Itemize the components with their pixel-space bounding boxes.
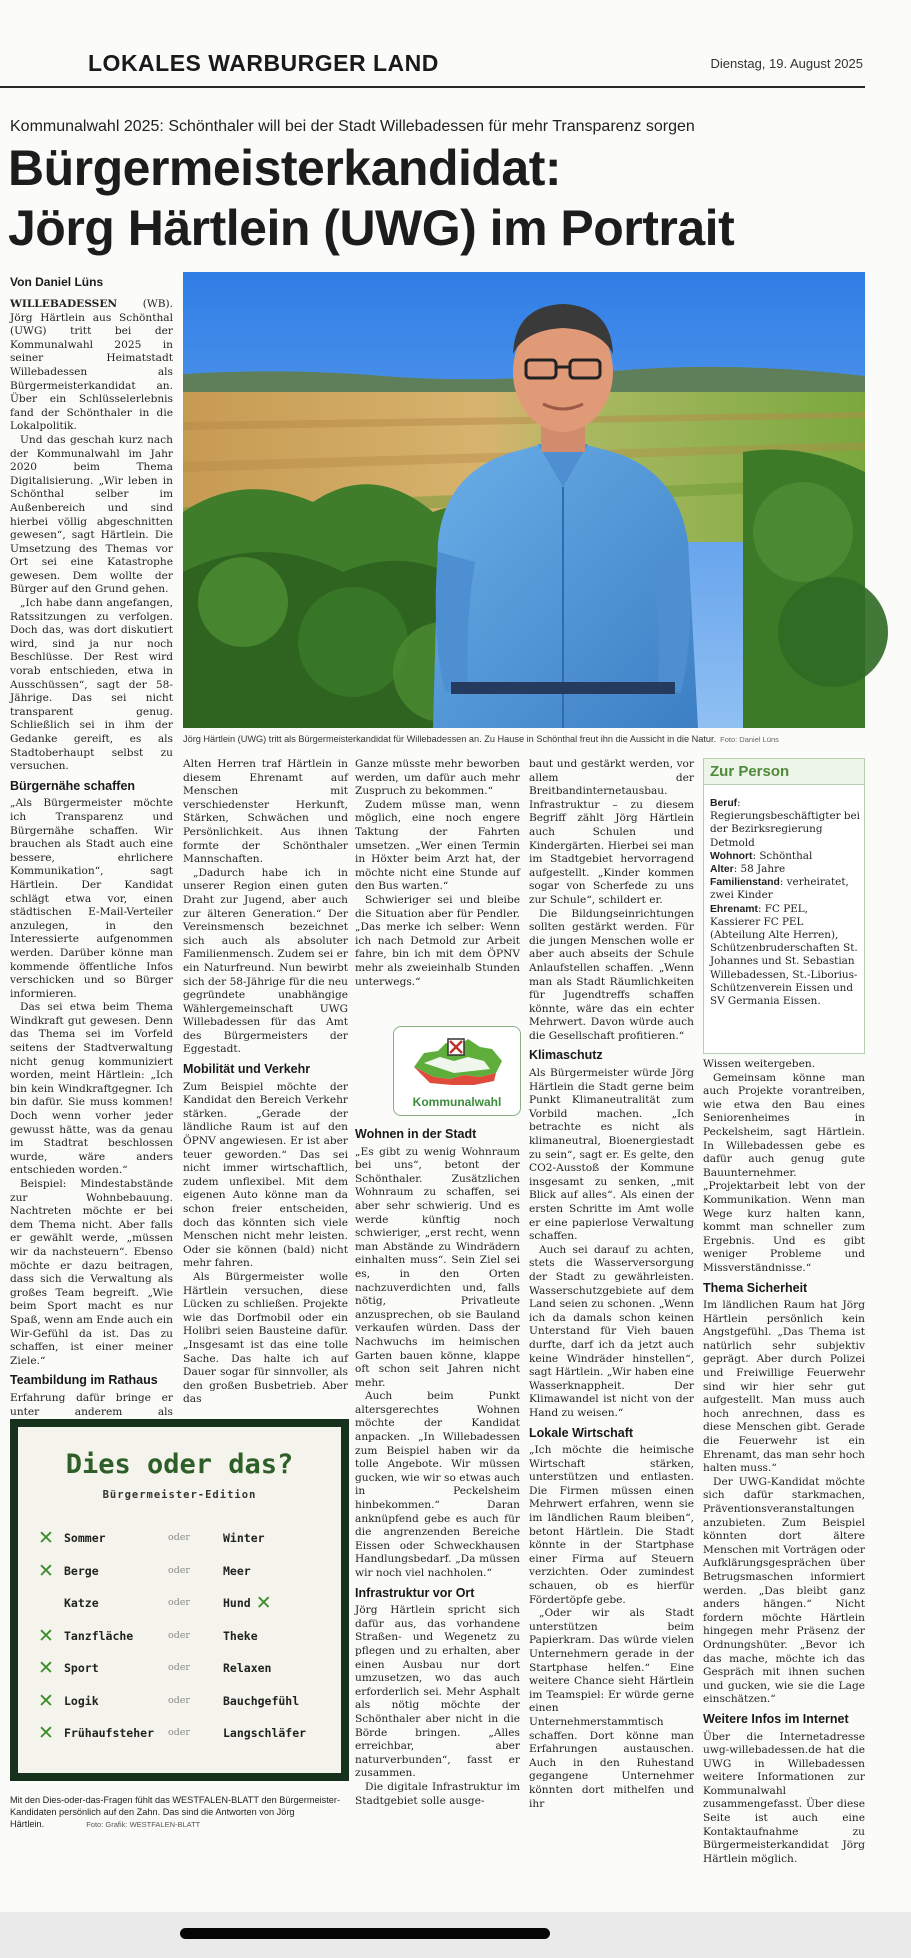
cross-mark-icon: ✕ — [255, 1592, 272, 1614]
subheading: Wohnen in der Stadt — [355, 1127, 477, 1141]
paragraph: Wissen weitergeben. — [703, 1058, 816, 1070]
label: Alter — [710, 864, 734, 876]
cross-mark-icon: ✕ — [38, 1624, 54, 1647]
dies-oder-das-panel — [18, 1427, 341, 1773]
person-box-title: Zur Person — [704, 759, 864, 785]
dod-left-label: Berge — [64, 1563, 99, 1578]
subheading: Thema Sicherheit — [703, 1280, 808, 1295]
photo-credit: Foto: Daniel Lüns — [720, 735, 779, 744]
paragraph: Die digitale Infrastruktur im Stadtgebiet solle ausge- — [355, 1780, 520, 1807]
paragraph: „Oder wir als Stadt unterstützen beim Papierkram. Das würde vielen Unternehmern gerade in der Startphase helfen.“ Eine weitere Chance sieht Härtlein im Teamspiel: Er würde gerne einen Unternehmerstammtisch schaffen. Dort könne man Erfahrungen austauschen. Auch in den Ruhestand gegangene Unternehmer könnten dort mithelfen und ihr — [529, 1607, 694, 1810]
paragraph: Über die Internetadresse uwg-willebadessen.de hat die UWG in Willebadessen weitere Informationen zur Kommunalwahl zusammengefasst. Über diese Seite ist auch eine Kontaktaufnahme zu Bürgermeisterkandidat Jörg Härtlein möglich. — [703, 1730, 865, 1865]
paragraph: „Ich habe dann angefangen, Ratssitzungen zu verfolgen. Doch das, was dort diskutiert wird, sind ja nur noch Beschlüsse. Der Rest wird vorab entschieden, etwa in Ausschüssen“, sagt der 58-Jährige. Das sei nicht transparent genug. Schließlich sei in ihm der Gedanke gereift, es als Stadtoberhaupt selbst zu versuchen. — [10, 597, 173, 773]
header-rule — [0, 86, 865, 88]
person-alter — [710, 863, 860, 876]
dod-right-label: Bauchgefühl — [223, 1693, 300, 1708]
dod-right-label: Theke — [223, 1628, 258, 1643]
dod-right-label: Langschläfer — [223, 1726, 307, 1740]
dod-row — [18, 1527, 341, 1551]
subheading: Klimaschutz — [529, 1048, 603, 1063]
label: Familienstand — [710, 877, 780, 889]
cross-mark-icon: ✕ — [38, 1527, 54, 1549]
paragraph: Jörg Härtlein spricht sich dafür aus, das vorhandene Straßen- und Wegenetz zu pflegen und zu erhalten, aber einen Ausbau nur dort umzusetzen, wo das auch erforderlich sei. Mehr Asphalt als nötig möchte der Schönthaler aber nicht in die Börde bringen. „Alles erreichbar, aber naturverbunden“, fasst er zusammen. — [355, 1604, 520, 1780]
paragraph: baut und gestärkt werden, vor allem der Breitbandinternetausbau. Infrastruktur – zu diesem Begriff zählt Jörg Härtlein auch Schulen und Kindergärten. Hierbei sei man im Stadtgebiet hervorragend aufgestellt. „Kinder kommen sogar von Scherfede zu uns zur Schule“, schildert er. — [529, 758, 694, 906]
photo-caption-text: Jörg Härtlein (UWG) tritt als Bürgermeisterkandidat für Willebadessen an. Zu Hause in Schönthal freut ihn die Aussicht in die Natur. — [183, 734, 717, 744]
dod-left-label: Sport — [64, 1661, 99, 1675]
dod-left-label: Katze — [64, 1596, 99, 1610]
paragraph: Das sei etwa beim Thema Windkraft gut gewesen. Denn das Thema sei im Vorfeld seitens der Stadtverwaltung nicht genug kommuniziert worden, meint Härtlein: „Ich bin kein Windkraftgegner. Ich bin dafür. Sie muss kommen! Doch wenn vorher jeder gewusst hätte, was da genau im Stadtrat beschlossen wurde, wäre anders entschieden worden.“ — [10, 1001, 173, 1177]
subheading: Lokale Wirtschaft — [529, 1425, 634, 1440]
dod-left-label: Sommer — [64, 1531, 106, 1545]
dod-subtitle: Bürgermeister-Edition — [102, 1489, 257, 1501]
paragraph: Zudem müsse man, wenn möglich, eine noch engere Taktung der Fahrten umsetzen. „Wer einen Termin in Höxter beim Arzt hat, der möchte nicht eine Stunde auf den Bus warten.“ — [355, 798, 520, 893]
subheading: Bürgernähe schaffen — [10, 778, 136, 793]
label: Ehrenamt — [710, 903, 758, 915]
person-info-box — [703, 758, 865, 1054]
paragraph: Als Bürgermeister wolle Härtlein versuchen, diese Lücken zu schließen. Projekte wie das Dorfmobil oder ein Holibri seien Bausteine dafür. „Insgesamt ist das eine tolle Sache. Das halte ich auf Dauer sogar für sinnvoller, als den großen Busbetrieb. Aber das — [183, 1270, 348, 1406]
dod-row — [18, 1657, 341, 1681]
subheading: Infrastruktur vor Ort — [355, 1585, 475, 1600]
paragraph: Alten Herren traf Härtlein in diesem Ehrenamt auf Menschen mit verschiedenster Herkunft, Stärken, Schwächen und Persönlichkeit. Aus ihnen formte der Schönthaler Mannschaften. — [183, 758, 348, 866]
value: : 58 Jahre — [733, 863, 786, 876]
paragraph: Auch sei darauf zu achten, stets die Wasserversorgung der Stadt zu gewährleisten. Wasserschutzgebiete auf dem Land seien zu schonen. „Wenn ich da damals schon keinen Unterstand für Vieh bauen durfte, darf ich da jetzt auch keine Windräder hinstellen“, sagt Härtlein. „Wir haben eine Wasserknappheit. Der Klimawandel ist nicht von der Hand zu weisen.“ — [529, 1243, 694, 1419]
value: : Schönthal — [752, 849, 813, 862]
paragraph: Schwieriger sei und bleibe die Situation aber für Pendler. „Das merke ich selber: Wenn ich nach Detmold zur Arbeit fahre, bin ich mit dem ÖPNV mehr als zweieinhalb Stunden unterwegs.“ — [355, 893, 520, 988]
paragraph: Und das geschah kurz nach der Kommunalwahl im Jahr 2020 beim Thema Digitalisierung. „Wir leben in Schönthal selber im Außenbereich und sind hierbei völlig abgeschnitten gewesen“, sagt Härtlein. Die Umsetzung des Themas vor Ort sei eine Katastrophe gewesen. Dem wollte der Bürger auf den Grund gehen. — [10, 433, 173, 596]
dod-title: Dies oder das? — [65, 1449, 294, 1480]
person-beruf — [710, 797, 860, 850]
dod-oder-label: oder — [168, 1694, 190, 1706]
paragraph: Im ländlichen Raum hat Jörg Härtlein persönlich kein Angstgefühl. „Das Thema ist natürlich sehr subjektiv geprägt. Aber durch Polizei und Freiwillige Feuerwehr sind wir hier sehr gut aufgestellt. Man muss auch hoch anrechnen, dass es diese Menschen gibt. Gerade die Feuerwehr ist ein Ehrenamt, das man sehr hoch halten muss.“ — [703, 1299, 865, 1475]
article-headline — [8, 138, 734, 258]
dod-oder-label: oder — [168, 1662, 190, 1673]
person-wohnort — [710, 850, 860, 863]
value: : FC PEL, Kassierer FC PEL (Abteilung Alte Herren), Schützenbruderschaften St. Johannes und St. Sebastian Willebadessen, St.-Liborius-Schützenverein Eissen und SV Germania Eissen. — [710, 902, 858, 1008]
graphic-credit: Foto: Grafik: WESTFALEN-BLATT — [86, 1820, 201, 1829]
paragraph: Als Bürgermeister würde Jörg Härtlein die Stadt gerne beim Punkt Klimaneutralität zum Vorbild machen. „Ich betrachte es nicht als klimaneutral, Bioenergiestadt zu sein“, sagt er. Es gelte, den CO2-Ausstoß der Kommune insgesamt zu senken, „mit Blick auf alles“. Als einen der ersten Schritte im Amt wolle er eine papierlose Verwaltung schaffen. — [529, 1067, 694, 1243]
paragraph: „Dadurch habe ich in unserer Region einen guten Draht zur Jugend, aber auch zur älteren Generation.“ Der Vereinsmensch bezeichnet sich auch als absoluter Familienmensch. Zudem sei er ein Naturfreund. Nun bewirbt sich der 58-Jährige für die neu gegründete unabhängige Wählergemeinschaft UWG Willebadessen für das Amt des Bürgermeisters der Eggestadt. — [183, 866, 348, 1056]
label: Beruf — [710, 798, 738, 809]
paragraph: „Ich möchte die heimische Wirtschaft stärken, unterstützen und entlasten. Die Firmen müssen einen Mehrwert erfahren, wenn sie im ländlichen Raum bleiben“, betont Härtlein. Die Stadt könnte in der Startphase einer Firma auf Steuern verzichten. Oder zumindest schauen, ob es hierfür Fördertöpfe gebe. — [529, 1444, 694, 1606]
dod-row — [18, 1592, 341, 1616]
graphic-caption — [10, 1794, 349, 1831]
article-column-3-bottom — [355, 1122, 520, 1807]
person-familienstand — [710, 876, 860, 902]
headline-line-2: Jörg Härtlein (UWG) im Portrait — [8, 200, 735, 256]
paragraph: Ganze müsste mehr beworben werden, um dafür auch mehr Zuspruch zu bekommen.“ — [355, 758, 520, 798]
dod-row — [18, 1560, 341, 1584]
dod-oder-label: oder — [168, 1727, 190, 1738]
dod-right-label: Hund — [223, 1596, 251, 1610]
paragraph: Gemeinsam könne man auch Projekte vorantreiben, wie etwa den Bau eines Seniorenheimes in Peckelsheim, sagt Härtlein. In Willebadessen gebe es dafür auch genug gute Bauunternehmer. „Projektarbeit lebt von der Kommunikation. Wenn man Wege kurz halten kann, kommt man schneller zum Ergebnis. Und es gibt weniger Probleme und Missverständnisse.“ — [703, 1071, 865, 1274]
paragraph-text: (WB). Jörg Härtlein aus Schönthal (UWG) tritt bei der Kommunalwahl 2025 in seiner Heimatstadt Willebadessen als Bürgermeisterkandidat an. Über ein Schlüsselerlebnis fand der Schönthaler in die Lokalpolitik. — [10, 298, 173, 433]
article-column-1 — [10, 298, 173, 1416]
graphic-caption-text: Mit den Dies-oder-das-Fragen fühlt das WESTFALEN-BLATT den Bürgermeister-Kandidaten persönlich auf den Zahn. Das sind die Antworten von Jörg Härtlein. — [10, 1795, 341, 1829]
dateline: WILLEBADESSEN — [10, 298, 118, 310]
paragraph: Beispiel: Mindestabstände zur Wohnbebauung. Nachtreten möchte er bei dem Thema nicht. Aber falls er gewählt werde, „müssen wir da nachsteuern“. Ebenso möchte er dazu beitragen, dass sich die Verwaltung als großes Team begreift. „Wie beim Sport macht es nur Spaß, wenn am Ende auch ein Wir-Gefühl da ist. Das zu schaffen, ist einer meiner Ziele.“ — [10, 1178, 173, 1367]
dod-row — [18, 1722, 341, 1746]
logo-label: Kommunalwahl — [412, 1095, 502, 1109]
dod-right-label: Winter — [223, 1531, 265, 1545]
article-kicker: Kommunalwahl 2025: Schönthaler will bei der Stadt Willebadessen für mehr Transparenz sorgen — [10, 118, 695, 135]
candidate-photo — [183, 272, 865, 728]
cross-mark-icon: ✕ — [38, 1722, 54, 1744]
headline-line-1: Bürgermeisterkandidat: — [8, 140, 562, 196]
paragraph: Erfahrung dafür bringe er unter anderem als — [10, 1391, 173, 1418]
dod-oder-label: oder — [168, 1597, 190, 1608]
paragraph: „Als Bürgermeister möchte ich Transparenz und Bürgernähe schaffen. Wir brauchen als Stadt auch eine bessere, ehrlichere Kommunikation“, sagt Härtlein. Der Kandidat schlägt etwa vor, einen städtischen E-Mail-Verteiler anzulegen, in den Interessierte aufgenommen werden. Darüber könne man kommende öffentliche Infos verschicken und so Bürger informieren. — [10, 797, 173, 1000]
photo-caption — [183, 734, 865, 744]
cross-mark-icon: ✕ — [38, 1559, 54, 1582]
cross-mark-icon: ✕ — [38, 1689, 54, 1712]
value: : Regierungsbeschäftigter bei der Bezirksregierung Detmold — [710, 797, 860, 849]
person-ehrenamt — [710, 903, 860, 1009]
article-column-2 — [183, 758, 348, 1413]
subheading: Teambildung im Rathaus — [10, 1373, 158, 1388]
dod-row — [18, 1625, 341, 1649]
issue-date: Dienstag, 19. August 2025 — [710, 56, 863, 71]
dod-left-label: Logik — [64, 1693, 99, 1708]
nrw-map-icon — [394, 1027, 522, 1091]
paragraph: Der UWG-Kandidat möchte sich dafür starkmachen, Präventionsveranstaltungen anzubieten. Zum Beispiel könnten dort ältere Menschen mit Vorträgen oder Aufklärungsgesprächen über Betrugsmaschen informiert werden. „Das bleibt ganz anders hängen.“ Nicht fordern möchte Härtlein hingegen mehr Präsenz der Ordnungshüter. „Bevor ich das mache, möchte ich das Gespräch mit ihnen suchen und gucken, wie sie die Lage einschätzen.“ — [703, 1475, 865, 1706]
paragraph: Zum Beispiel möchte der Kandidat den Bereich Verkehr stärken. „Gerade der ländliche Raum ist auf den ÖPNV angewiesen. Er ist aber teuer geworden.“ Das sei nicht immer wirtschaftlich, zudem unflexibel. Mit dem eigenen Auto könne man da schon freier entscheiden, doch das könnten sich viele Menschen nicht mehr leisten. Oder sie können (bald) nicht mehr fahren. — [183, 1080, 348, 1270]
paragraph: Auch beim Punkt altersgerechtes Wohnen möchte der Kandidat anpacken. „In Willebadessen zum Beispiel haben wir da tolle Angebote. Wir müssen gucken, wie wir so etwas auch in Peckelsheim hinbekommen.“ Daran anknüpfend gebe es auch für die angrenzenden Bereiche Eissen oder Schweckhausen Handlungsbedarf. „Da müssen wir noch viel nachholen.“ — [355, 1390, 520, 1579]
dod-left-label: Frühaufsteher — [64, 1726, 155, 1740]
dod-right-label: Relaxen — [223, 1661, 272, 1675]
dod-right-label: Meer — [223, 1563, 251, 1578]
dod-oder-label: oder — [168, 1629, 190, 1641]
dies-oder-das-graphic — [10, 1419, 349, 1781]
subheading: Weitere Infos im Internet — [703, 1711, 849, 1726]
article-column-4 — [529, 758, 694, 1808]
article-column-5 — [703, 1058, 865, 1865]
paragraph — [10, 298, 173, 434]
subheading: Mobilität und Verkehr — [183, 1062, 311, 1077]
article-column-3-top — [355, 758, 520, 1020]
dod-row — [18, 1690, 341, 1714]
author-byline: Von Daniel Lüns — [10, 275, 104, 289]
label: Wohnort — [710, 850, 753, 862]
cross-mark-icon: ✕ — [38, 1657, 54, 1679]
dod-oder-label: oder — [168, 1532, 190, 1543]
person-box-body — [710, 797, 860, 1008]
paragraph: Die Bildungseinrichtungen sollten gestärkt werden. Für die jungen Menschen wolle er aber auch abseits der Schule Anlaufstellen schaffen. „Wenn man als Stadt Räumlichkeiten für Jugendtreffs schaffen könnte, wäre das ein echter Mehrwert. Davon würde auch die Gesellschaft profitieren.“ — [529, 907, 694, 1042]
paragraph: „Es gibt zu wenig Wohnraum bei uns“, betont der Schönthaler. Zusätzlichen Wohnraum zu schaffen, sei aber sehr schwierig. Und es werde künftig noch schwieriger, „erst recht, wenn man Abstände zu Windrädern einhalten muss“. Sein Ziel sei es, in den Orten nachzuverdichten und, falls nötig, Privatleute anzusprechen, ob sie Bauland verkaufen würden. Dass der Nachwuchs im heimischen Garten bauen könne, klappe oft schon seit Jahren nicht mehr. — [355, 1145, 520, 1389]
section-title: LOKALES WARBURGER LAND — [88, 50, 439, 76]
home-indicator[interactable] — [180, 1928, 550, 1939]
kommunalwahl-logo — [393, 1026, 521, 1116]
dod-oder-label: oder — [168, 1564, 190, 1576]
dod-left-label: Tanzfläche — [64, 1628, 134, 1643]
value: : verheiratet, zwei Kinder — [710, 876, 849, 902]
